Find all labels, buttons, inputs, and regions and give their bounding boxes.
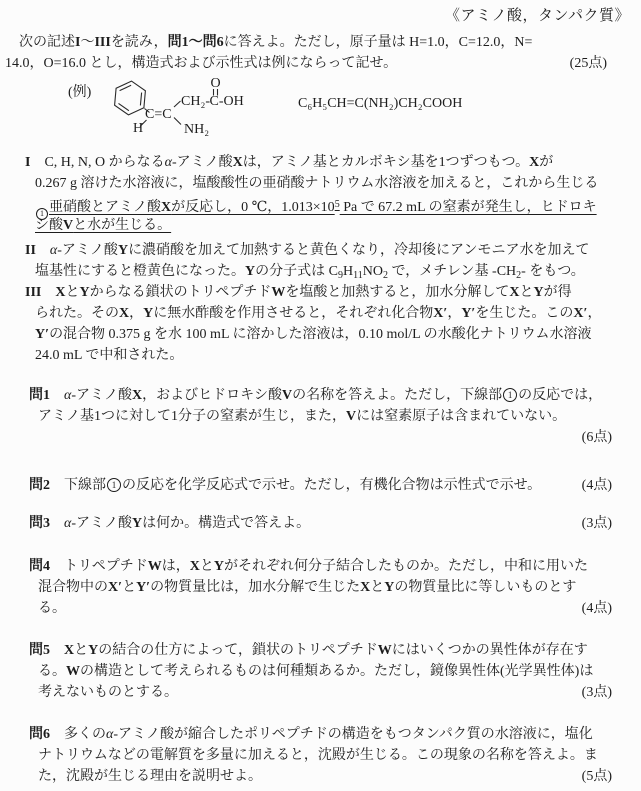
- text-segment: -アミノ酸: [71, 516, 133, 531]
- text-line: [38, 427, 612, 448]
- text-segment: Y: [88, 643, 99, 658]
- points-label: (4点): [581, 478, 612, 493]
- text-segment: と: [74, 643, 89, 658]
- text-segment: Y′: [461, 306, 476, 321]
- text-segment: X: [232, 155, 243, 170]
- statement-I: [25, 152, 620, 236]
- text-segment: 11: [353, 270, 363, 281]
- text-segment: X: [189, 559, 200, 574]
- text-segment: 2: [516, 270, 522, 281]
- text-segment: Y: [79, 285, 90, 300]
- text-segment: X′: [573, 306, 588, 321]
- text-segment: C, H, N, O からなる: [30, 155, 165, 170]
- text-segment: を生じた。この: [475, 306, 574, 321]
- text-segment: X′: [108, 580, 123, 595]
- text-segment: W: [66, 664, 80, 679]
- text-segment: -アミノ酸: [71, 388, 133, 403]
- statement-II: [25, 240, 620, 282]
- text-segment: Y: [143, 306, 154, 321]
- text-segment: 問5: [29, 643, 50, 658]
- text-segment: [50, 516, 64, 531]
- text-segment: Y′: [136, 580, 151, 595]
- text-segment: α: [49, 243, 58, 258]
- text-segment: シ酸: [35, 218, 63, 233]
- atom-o: O: [210, 76, 221, 91]
- text-line: [29, 385, 612, 406]
- text-segment: と: [199, 559, 214, 574]
- text-segment: の物質量比は，加水分解で生じた: [150, 580, 361, 595]
- text-segment: Y: [117, 243, 129, 258]
- text-segment: V: [63, 218, 74, 233]
- text-segment: ，: [587, 306, 602, 321]
- text-segment: 5: [334, 199, 340, 210]
- text-segment: Y: [245, 264, 256, 279]
- text-line: [29, 513, 612, 534]
- text-segment: る。: [38, 601, 66, 616]
- text-segment: 混合物中の: [38, 580, 108, 595]
- question-6: [29, 724, 612, 787]
- text-segment: H: [342, 264, 354, 279]
- text-segment: ，: [447, 306, 462, 321]
- circled-number: 1: [107, 478, 121, 492]
- atom-h: H: [133, 121, 144, 136]
- text-segment: は，アミノ基とカルボキシ基を1つずつもつ。: [242, 155, 530, 170]
- text-segment: ，: [129, 306, 144, 321]
- text-line: [38, 406, 612, 427]
- text-segment: ～: [80, 35, 95, 50]
- text-line: [38, 745, 612, 766]
- text-segment: アミノ基1つに対して1分子の窒素が生じ，また，: [38, 409, 346, 424]
- text-segment: 考えないものとする。: [38, 685, 178, 700]
- text-segment: からなる鎖状のトリペプチド: [89, 285, 272, 300]
- text-segment: Pa で 67.2 mL の窒素が発生し，ヒドロキ: [339, 200, 597, 215]
- text-line: [35, 261, 620, 282]
- text-segment: と: [519, 285, 534, 300]
- text-segment: と: [370, 580, 385, 595]
- text-segment: が得: [543, 285, 572, 300]
- text-segment: X: [55, 285, 66, 300]
- text-segment: は，: [161, 559, 190, 574]
- points-label: (5点): [581, 769, 612, 784]
- points-label: (3点): [581, 516, 612, 531]
- group-ch2: CH₂-: [181, 94, 210, 109]
- text-segment: III: [94, 35, 111, 50]
- nh2-bond: [174, 118, 181, 125]
- text-segment: 次の記述: [5, 35, 75, 50]
- question-1: [29, 385, 612, 448]
- text-segment: α: [106, 727, 114, 742]
- text-line: [35, 215, 620, 236]
- benzene-double-bond: [140, 93, 141, 106]
- text-segment: にはいくつかの異性体が存在す: [391, 643, 588, 658]
- text-segment: 問2: [29, 478, 50, 493]
- text-segment: W: [271, 285, 286, 300]
- text-segment: 塩基性にすると橙黄色になった。: [35, 264, 245, 279]
- text-line: [25, 152, 620, 173]
- ch2-bond: [174, 101, 181, 107]
- text-segment: 9: [337, 270, 343, 281]
- points-label: (3点): [581, 685, 612, 700]
- text-segment: と水が生じる。: [73, 218, 172, 233]
- text-segment: に無水酢酸を作用させると，それぞれ化合物: [153, 306, 434, 321]
- text-segment: を読み，: [110, 35, 168, 50]
- text-segment: X: [529, 155, 540, 170]
- text-segment: I: [25, 155, 31, 170]
- text-segment: 問1～問6: [167, 35, 224, 50]
- text-segment: X: [161, 200, 172, 215]
- group-c-oh: C-OH: [209, 94, 244, 109]
- text-segment: の分子式は C: [255, 264, 338, 279]
- text-line: [35, 345, 620, 366]
- text-segment: の反応では，: [518, 388, 603, 403]
- structure-drawing: [60, 76, 600, 152]
- text-segment: 問6: [29, 727, 50, 742]
- text-segment: トリペプチド: [50, 559, 148, 574]
- text-line: [38, 598, 612, 619]
- points-label: (25点): [569, 56, 607, 71]
- text-segment: ナトリウムなどの電解質を多量に加えると，沈殿が生じる。この現象の名称を答えよ。ま: [38, 748, 598, 763]
- question-2: [29, 475, 612, 496]
- text-line: [29, 556, 612, 577]
- text-segment: -アミノ酸が縮合したポリペプチドの構造をもつタンパク質の水溶液に，塩化: [113, 727, 593, 742]
- text-line: [38, 766, 612, 787]
- text-line: [35, 194, 620, 218]
- text-segment: ，およびヒドロキシ酸: [142, 388, 283, 403]
- text-segment: の構造として考えられるものは何種類あるか。ただし，鏡像異性体(光学異性体)は: [80, 664, 594, 679]
- text-segment: は何か。構造式で答えよ。: [142, 516, 311, 531]
- example-formula: C₆H₅CH=C(NH₂)CH₂COOH: [298, 96, 463, 111]
- text-segment: [50, 388, 64, 403]
- text-segment: α: [64, 388, 72, 403]
- text-segment: 問4: [29, 559, 50, 574]
- text-line: [5, 32, 607, 53]
- text-segment: 2: [382, 270, 388, 281]
- text-segment: が反応し，0 ℃，1.013×10: [171, 200, 335, 215]
- text-segment: W: [377, 643, 392, 658]
- text-segment: を塩酸と加熱すると，加水分解して: [285, 285, 510, 300]
- text-segment: Y′: [35, 327, 50, 342]
- text-segment: 多くの: [50, 727, 106, 742]
- text-segment: の反応を化学反応式で示せ。ただし，有機化合物は示性式で示せ。: [122, 478, 542, 493]
- text-segment: -アミノ酸: [171, 155, 233, 170]
- text-line: [35, 324, 620, 345]
- text-segment: で，メチレン基 -CH: [387, 264, 517, 279]
- text-segment: V: [346, 409, 357, 424]
- text-line: [29, 640, 612, 661]
- text-segment: 24.0 mL で中和された。: [35, 348, 184, 363]
- question-3: [29, 513, 612, 534]
- text-segment: NO: [362, 264, 383, 279]
- points-label: (6点): [581, 430, 612, 445]
- text-segment: る。: [38, 664, 66, 679]
- text-segment: に答えよ。ただし，原子量は H=1.0，C=12.0，N=: [223, 35, 533, 50]
- text-segment: 0.267 g 溶けた水溶液に，塩酸酸性の亜硝酸ナトリウム水溶液を加えると，これから生じる: [35, 176, 599, 191]
- text-segment: III: [25, 285, 42, 300]
- example-figure: [60, 76, 641, 152]
- text-line: [29, 475, 612, 496]
- text-segment: Y: [533, 285, 544, 300]
- page-title: 《アミノ酸，タンパク質》: [445, 8, 630, 24]
- circled-number: 1: [36, 208, 48, 220]
- text-line: [38, 661, 612, 682]
- text-segment: I: [75, 35, 81, 50]
- atom-c-eq-c: C=C: [145, 107, 172, 122]
- text-segment: X: [64, 643, 75, 658]
- text-segment: には窒素原子は含まれていない。: [356, 409, 567, 424]
- text-segment: Y: [384, 580, 395, 595]
- question-4: [29, 556, 612, 619]
- text-segment: に濃硝酸を加えて加熱すると黄色くなり，冷却後にアンモニア水を加えて: [128, 243, 590, 258]
- example-label: (例): [68, 85, 92, 100]
- text-segment: W: [147, 559, 162, 574]
- text-segment: [50, 643, 64, 658]
- text-segment: た，沈殿が生じる理由を説明せよ。: [38, 769, 262, 784]
- text-segment: Y: [132, 516, 143, 531]
- text-segment: X: [360, 580, 371, 595]
- text-segment: の結合の仕方によって，鎖状のトリペプチド: [98, 643, 378, 658]
- text-segment: Y: [213, 559, 224, 574]
- text-segment: 問1: [29, 388, 50, 403]
- text-segment: がそれぞれ何分子結合したものか。ただし，中和に用いた: [223, 559, 588, 574]
- text-segment: -アミノ酸: [57, 243, 118, 258]
- question-5: [29, 640, 612, 703]
- text-segment: II: [25, 243, 36, 258]
- text-line: [5, 53, 607, 74]
- text-segment: 下線部: [50, 478, 106, 493]
- text-segment: α: [64, 516, 72, 531]
- text-segment: V: [282, 388, 293, 403]
- text-segment: 亜硝酸とアミノ酸: [49, 200, 161, 215]
- text-line: [29, 724, 612, 745]
- text-line: [35, 303, 620, 324]
- text-line: [38, 682, 612, 703]
- circled-number: 1: [503, 388, 517, 402]
- text-segment: [41, 285, 55, 300]
- text-segment: が: [539, 155, 554, 170]
- group-nh2: NH₂: [184, 122, 210, 137]
- text-segment: α: [164, 155, 172, 170]
- statement-III: [25, 282, 620, 366]
- text-segment: 14.0，O=16.0 とし，構造式および示性式は例にならって記せ。: [5, 56, 398, 71]
- text-segment: られた。その: [35, 306, 119, 321]
- text-segment: と: [65, 285, 80, 300]
- text-segment: X: [509, 285, 520, 300]
- text-segment: と: [122, 580, 137, 595]
- text-segment: の混合物 0.375 g を水 100 mL に溶かした溶液は，0.10 mol/L の水酸化ナトリウム水溶液: [49, 327, 592, 342]
- intro-paragraph: [5, 32, 607, 74]
- text-segment: の物質量比に等しいものとす: [394, 580, 577, 595]
- text-segment: X: [119, 306, 130, 321]
- text-segment: X: [132, 388, 143, 403]
- text-line: [38, 577, 612, 598]
- text-segment: X′: [433, 306, 448, 321]
- text-segment: [36, 243, 50, 258]
- text-segment: 問3: [29, 516, 50, 531]
- text-line: [25, 282, 620, 303]
- points-label: (4点): [581, 601, 612, 616]
- text-line: [25, 240, 620, 261]
- text-segment: の名称を答えよ。ただし，下線部: [292, 388, 503, 403]
- text-segment: - をもつ。: [521, 264, 585, 279]
- text-line: [35, 173, 620, 194]
